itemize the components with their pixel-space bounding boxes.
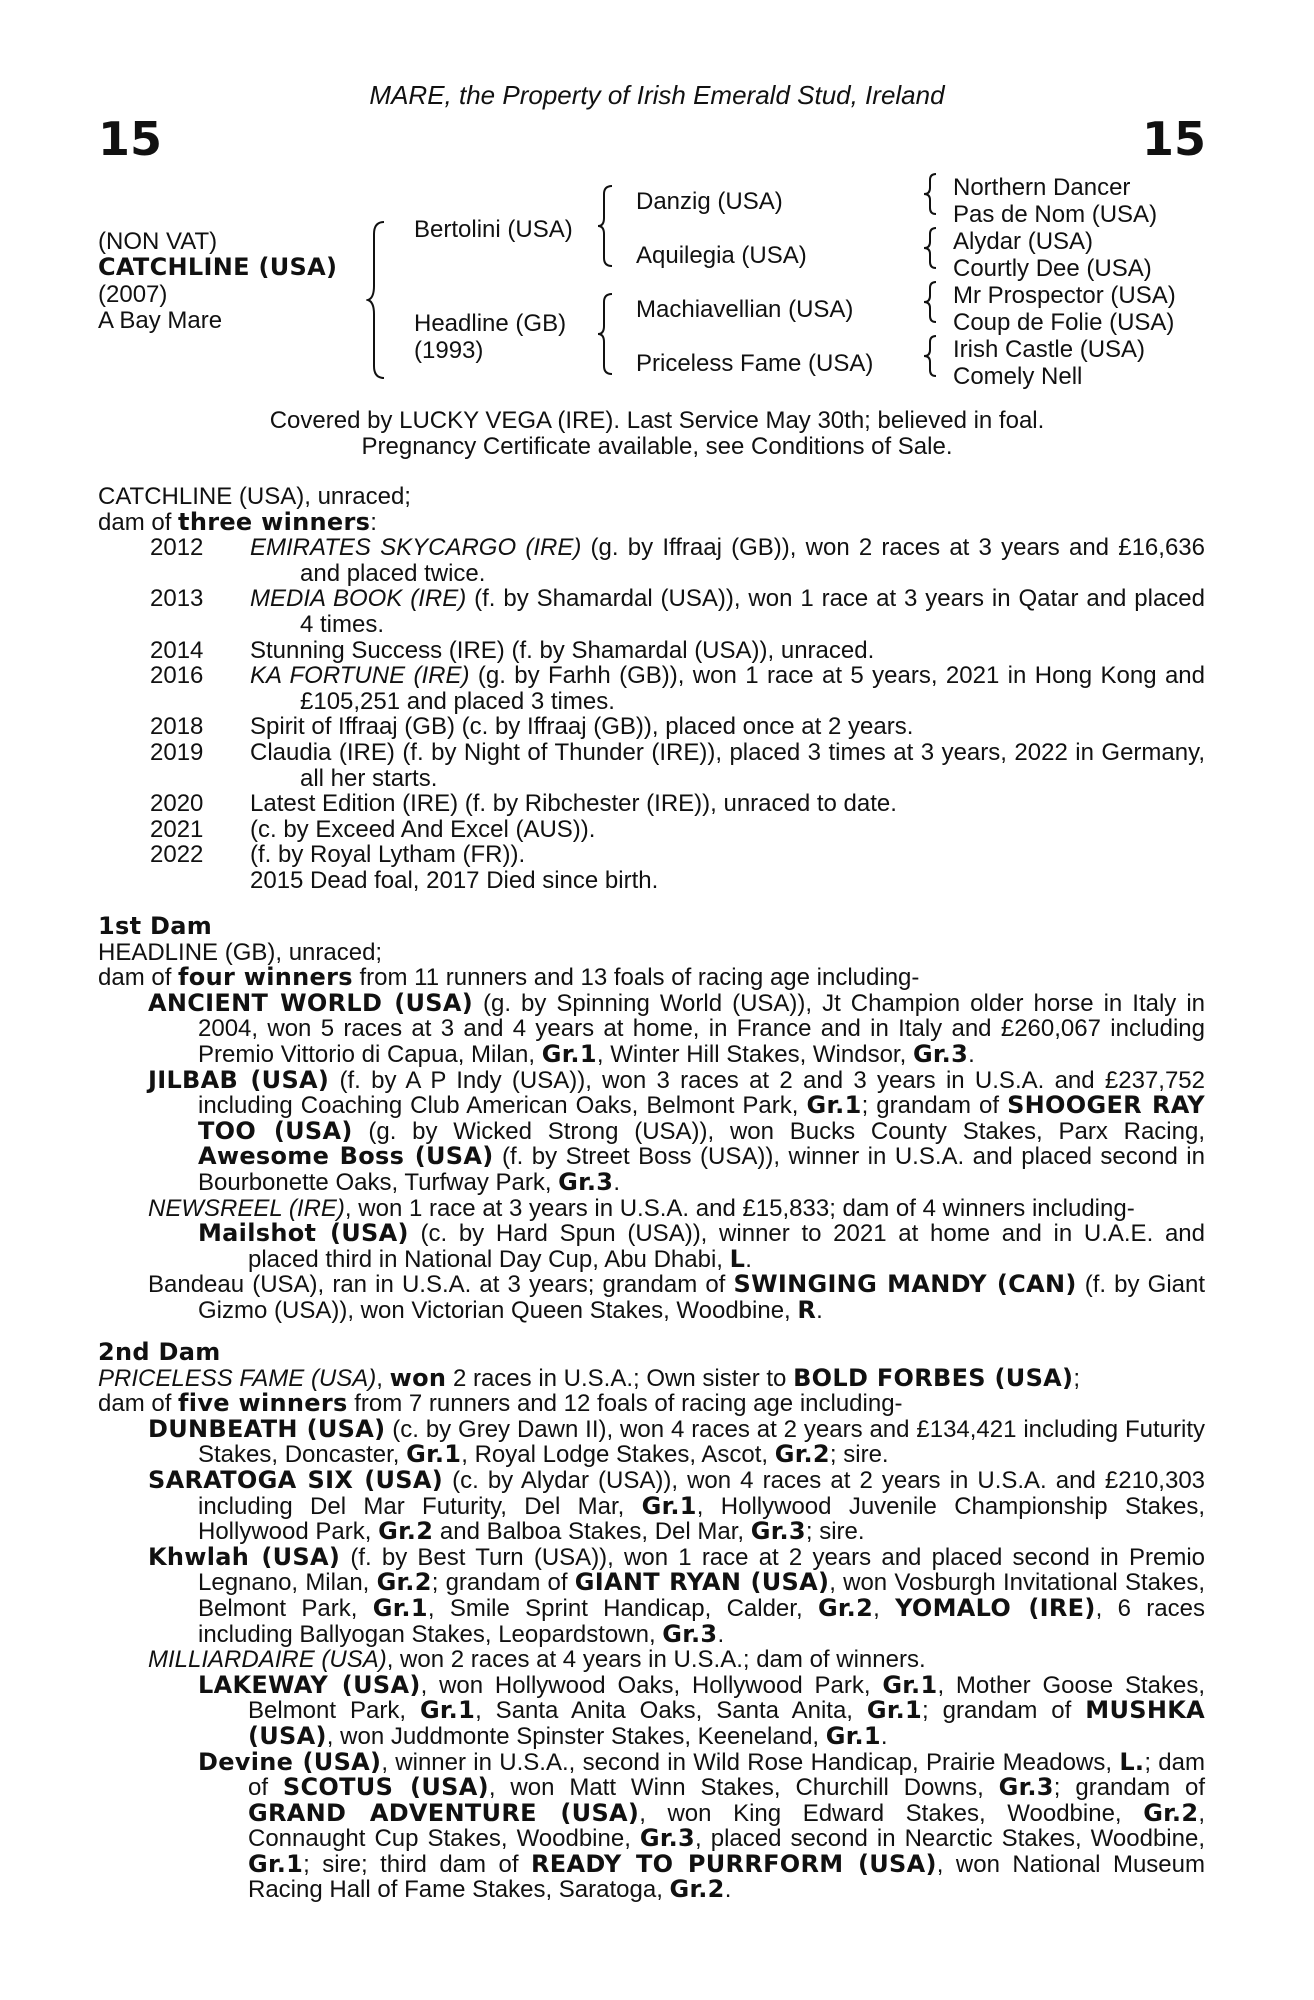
mailshot-entry: Mailshot (USA) (c. by Hard Spun (USA)), winner to 2021 at home and in U.A.E. and placed third in National Day Cup, Abu Dhabi, L.: [198, 1219, 1205, 1273]
newsreel-entry: NEWSREEL (IRE), won 1 race at 3 years in U.S.A. and £15,833; dam of 4 winners including-: [148, 1194, 1135, 1222]
produce-details: 2015 Dead foal, 2017 Died since birth.: [250, 866, 659, 894]
khwlah-entry: Khwlah (USA) (f. by Best Turn (USA)), won 1 race at 2 years and placed second in Premio Legnano, Milan, Gr.2; grandam of GIANT RYAN (USA), won Vosburgh Invitational Stakes, Belmont Park, Gr.1, Smile Sprint Handicap, Calder, Gr.2, YOMALO (IRE), 6 races including Ballyogan Stakes, Leopardstown, Gr.3.: [148, 1542, 1205, 1648]
pedigree-gen2-1: Danzig (USA): [636, 188, 783, 215]
produce-entry: [250, 868, 1205, 894]
produce-details: Spirit of Iffraaj (GB) (c. by Iffraaj (GB)), placed once at 2 years.: [250, 713, 914, 741]
produce-details: Latest Edition (IRE) (f. by Ribchester (IRE)), unraced to date.: [250, 790, 897, 818]
horse-name: CATCHLINE (USA): [98, 253, 338, 281]
produce-year: 2014: [150, 636, 204, 664]
produce-year: 2012: [150, 534, 204, 562]
pedigree-gen3-1: Northern Dancer: [953, 174, 1131, 201]
produce-entry: [250, 663, 1205, 714]
produce-details: Claudia (IRE) (f. by Night of Thunder (IRE)), placed 3 times at 3 years, 2022 in Germany, all her starts.: [250, 738, 1205, 792]
pedigree-brace-dam: [596, 292, 616, 376]
horse-vat: (NON VAT): [98, 228, 218, 255]
produce-intro-2: dam of three winners:: [98, 507, 377, 536]
pedigree-gen2-3: Machiavellian (USA): [636, 296, 854, 323]
second-dam-heading: 2nd Dam: [98, 1338, 221, 1366]
produce-row: [98, 868, 1205, 894]
produce-row: [98, 714, 1205, 740]
produce-entry: [250, 535, 1205, 586]
produce-row: [98, 535, 1205, 586]
lot-number-right: 15: [1141, 112, 1206, 166]
produce-details: (c. by Exceed And Excel (AUS)).: [250, 815, 596, 843]
produce-row: [98, 638, 1205, 664]
pedigree-sire: Bertolini (USA): [414, 216, 573, 243]
produce-year: 2016: [150, 662, 204, 690]
pedigree-dam-year: (1993): [414, 337, 484, 364]
produce-intro-1: CATCHLINE (USA), unraced;: [98, 483, 411, 510]
milliardaire-entry: MILLIARDAIRE (USA), won 2 races at 4 years in U.S.A.; dam of winners.: [148, 1646, 926, 1674]
pedigree-brace-g3-3: [922, 280, 940, 324]
pedigree-gen3-2: Pas de Nom (USA): [953, 201, 1158, 228]
produce-year: 2013: [150, 585, 204, 613]
produce-year: 2021: [150, 815, 204, 843]
first-dam-line-2: dam of four winners from 11 runners and 13 foals of racing age including-: [98, 963, 920, 992]
covered-line-1: Covered by LUCKY VEGA (IRE). Last Service May 30th; believed in foal.: [269, 407, 1045, 434]
pedigree-gen3-4: Courtly Dee (USA): [953, 255, 1152, 282]
pedigree-brace-g3-2: [922, 226, 940, 270]
pedigree-brace-g3-4: [922, 334, 940, 378]
produce-row: [98, 842, 1205, 868]
produce-details: Stunning Success (IRE) (f. by Shamardal (USA)), unraced.: [250, 636, 875, 664]
produce-details: (g. by Iffraaj (GB)), won 2 races at 3 years and £16,636 and placed twice.: [300, 534, 1205, 587]
jilbab-entry: JILBAB (USA) (f. by A P Indy (USA)), won 3 races at 2 and 3 years in U.S.A. and £237,752 including Coaching Club American Oaks, Belmont Park, Gr.1; grandam of SHOOGER RAY TOO (USA) (g. by Wicked Strong (USA)), won Bucks County Stakes, Parx Racing, Awesome Boss (USA) (f. by Street Boss (USA)), winner in U.S.A. and placed second in Bourbonette Oaks, Turfway Park, Gr.3.: [148, 1065, 1206, 1196]
first-dam-section: [98, 914, 1205, 1324]
pedigree-gen2-2: Aquilegia (USA): [636, 242, 807, 269]
pedigree-brace-g3-1: [922, 172, 940, 216]
produce-row: [98, 586, 1205, 637]
produce-entry: [250, 586, 1205, 637]
pedigree-gen3-7: Irish Castle (USA): [953, 336, 1146, 363]
second-dam-section: [98, 1340, 1205, 1903]
lot-heading: MARE, the Property of Irish Emerald Stud, Ireland: [369, 80, 945, 110]
ancient-world-entry: ANCIENT WORLD (USA) (g. by Spinning World (USA)), Jt Champion older horse in Italy in 2004, won 5 races at 3 and 4 years at home, in France and in Italy and £260,067 including Premio Vittorio di Capua, Milan, Gr.1, Winter Hill Stakes, Windsor, Gr.3.: [148, 988, 1205, 1068]
lot-number-left: 15: [98, 112, 163, 166]
produce-row: [98, 663, 1205, 714]
produce-row: [98, 817, 1205, 843]
pedigree-brace-main: [366, 220, 388, 380]
produce-year: 2019: [150, 738, 204, 766]
produce-section: [98, 484, 1205, 894]
produce-year: [98, 868, 250, 894]
saratoga-six-entry: SARATOGA SIX (USA) (c. by Alydar (USA)), won 4 races at 2 years in U.S.A. and £210,303 including Del Mar Futurity, Del Mar, Gr.1, Hollywood Juvenile Championship Stakes, Hollywood Park, Gr.2 and Balboa Stakes, Del Mar, Gr.3; sire.: [148, 1465, 1206, 1546]
produce-entry: [250, 842, 1205, 868]
pedigree-dam-name: Headline (GB): [414, 310, 567, 337]
dunbeath-entry: DUNBEATH (USA) (c. by Grey Dawn II), won 4 races at 2 years and £134,421 including Futurity Stakes, Doncaster, Gr.1, Royal Lodge Stakes, Ascot, Gr.2; sire.: [148, 1414, 1205, 1469]
first-dam-heading: 1st Dam: [98, 912, 213, 940]
produce-year: 2018: [150, 713, 204, 741]
produce-entry: [250, 638, 1205, 664]
produce-entry: [250, 740, 1205, 791]
pedigree-gen3-6: Coup de Folie (USA): [953, 309, 1175, 336]
produce-row: [98, 740, 1205, 791]
produce-list: [98, 535, 1205, 893]
produce-name: KA FORTUNE (IRE): [250, 662, 470, 690]
produce-name: EMIRATES SKYCARGO (IRE): [250, 534, 582, 562]
produce-details: (f. by Royal Lytham (FR)).: [250, 841, 526, 869]
produce-row: [98, 791, 1205, 817]
pedigree-gen3-8: Comely Nell: [953, 363, 1083, 390]
produce-details: (f. by Shamardal (USA)), won 1 race at 3 years in Qatar and placed 4 times.: [300, 585, 1206, 638]
devine-entry: Devine (USA), winner in U.S.A., second in Wild Rose Handicap, Prairie Meadows, L.; dam of SCOTUS (USA), won Matt Winn Stakes, Churchill Downs, Gr.3; grandam of GRAND ADVENTURE (USA), won King Edward Stakes, Woodbine, Gr.2, Connaught Cup Stakes, Woodbine, Gr.3, placed second in Nearctic Stakes, Woodbine, Gr.1; sire; third dam of READY TO PURRFORM (USA), won National Museum Racing Hall of Fame Stakes, Saratoga, Gr.2.: [198, 1747, 1205, 1904]
pedigree-gen3-3: Alydar (USA): [953, 228, 1094, 255]
produce-details: (g. by Farhh (GB)), won 1 race at 5 years, 2021 in Hong Kong and £105,251 and placed 3 times.: [300, 662, 1206, 715]
produce-entry: [250, 817, 1205, 843]
produce-entry: [250, 714, 1205, 740]
produce-name: MEDIA BOOK (IRE): [250, 585, 467, 613]
pedigree-gen3-5: Mr Prospector (USA): [953, 282, 1176, 309]
pedigree-brace-sire: [596, 184, 616, 268]
second-dam-line-1: PRICELESS FAME (USA), won 2 races in U.S.A.; Own sister to BOLD FORBES (USA);: [98, 1363, 1080, 1392]
lakeway-entry: LAKEWAY (USA), won Hollywood Oaks, Hollywood Park, Gr.1, Mother Goose Stakes, Belmont Park, Gr.1, Santa Anita Oaks, Santa Anita, Gr.1; grandam of MUSHKA (USA), won Juddmonte Spinster Stakes, Keeneland, Gr.1.: [198, 1670, 1206, 1750]
second-dam-line-2: dam of five winners from 7 runners and 12 foals of racing age including-: [98, 1389, 903, 1418]
horse-year: (2007): [98, 281, 168, 308]
produce-year: 2022: [150, 841, 204, 869]
covered-line-2: Pregnancy Certificate available, see Conditions of Sale.: [361, 433, 953, 460]
horse-description: A Bay Mare: [98, 307, 223, 334]
first-dam-line-1: HEADLINE (GB), unraced;: [98, 938, 383, 966]
produce-entry: [250, 791, 1205, 817]
pedigree-gen2-4: Priceless Fame (USA): [636, 350, 874, 377]
bandeau-entry: Bandeau (USA), ran in U.S.A. at 3 years; grandam of SWINGING MANDY (CAN) (f. by Giant Gizmo (USA)), won Victorian Queen Stakes, Woodbine, R.: [148, 1270, 1206, 1324]
produce-year: 2020: [150, 790, 204, 818]
